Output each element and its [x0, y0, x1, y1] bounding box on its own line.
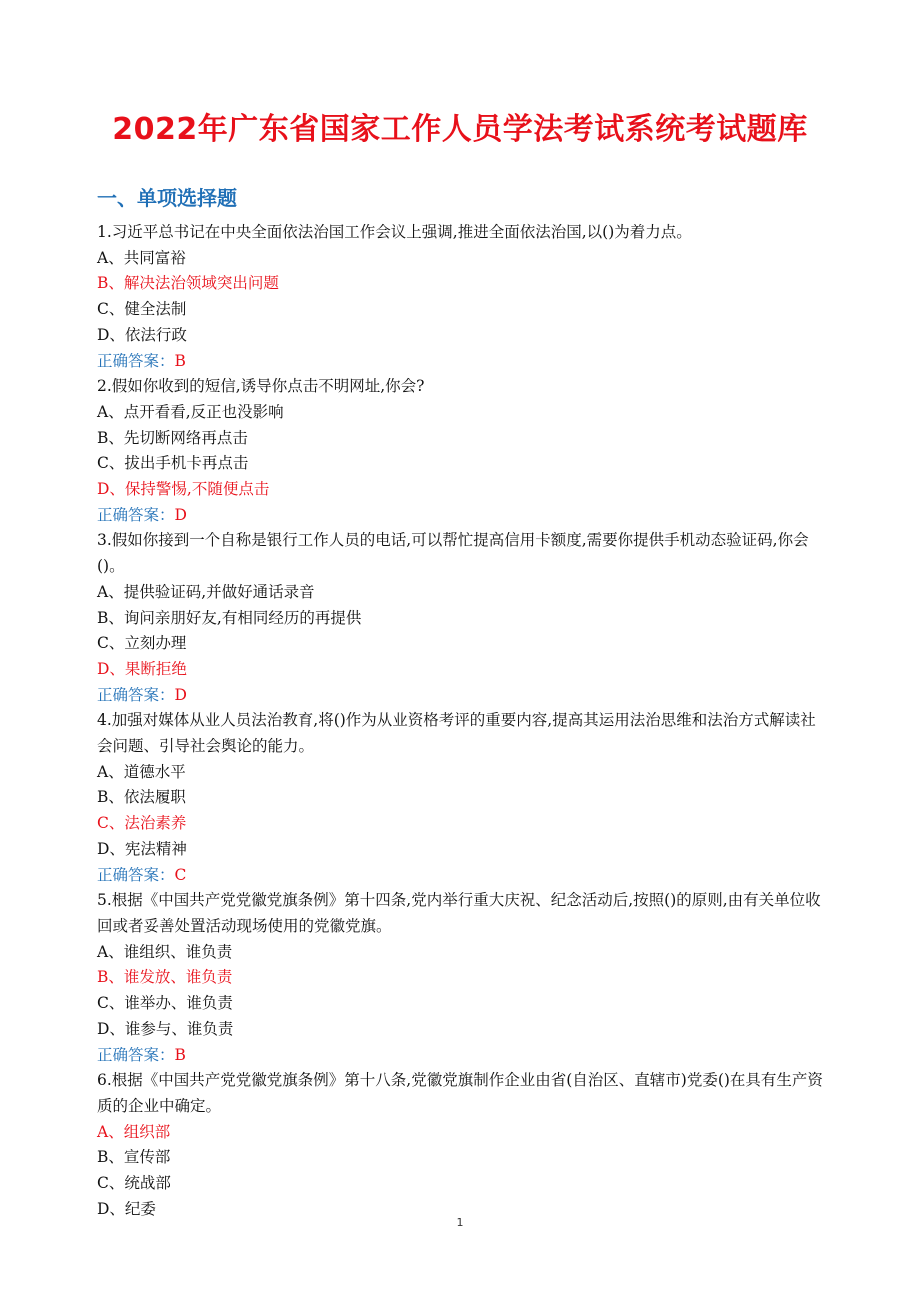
answer-letter: D [174, 685, 187, 704]
option-d: D、宪法精神 [97, 839, 187, 858]
answer-label: 正确答案： [97, 865, 175, 884]
option-d: D、纪委 [97, 1199, 156, 1218]
question-1 [97, 220, 827, 374]
answer-label: 正确答案： [97, 505, 175, 524]
option-a: A、点开看看,反正也没影响 [97, 402, 284, 421]
question-text: 3.假如你接到一个自称是银行工作人员的电话,可以帮忙提高信用卡额度,需要你提供手机动态验证码,你会()。 [97, 531, 809, 576]
question-6 [97, 1068, 827, 1222]
option-list [97, 580, 827, 683]
correct-answer [97, 349, 827, 375]
option-b: B、询问亲朋好友,有相同经历的再提供 [97, 608, 362, 627]
option-c: C、拔出手机卡再点击 [97, 454, 249, 473]
option-b: B、宣传部 [97, 1148, 171, 1167]
question-text: 1.习近平总书记在中央全面依法治国工作会议上强调,推进全面依法治国,以()为着力点。 [97, 223, 692, 241]
option-a: A、道德水平 [97, 762, 186, 781]
page-number: 1 [456, 1216, 464, 1229]
option-b: B、先切断网络再点击 [97, 428, 248, 447]
option-a: A、提供验证码,并做好通话录音 [97, 582, 315, 601]
option-list [97, 760, 827, 863]
question-text: 6.根据《中国共产党党徽党旗条例》第十八条,党徽党旗制作企业由省(自治区、直辖市)党委()在具有生产资质的企业中确定。 [97, 1071, 823, 1115]
option-b-correct: B、解决法治领域突出问题 [97, 274, 279, 293]
option-d-correct: D、果断拒绝 [97, 659, 187, 678]
option-c-correct: C、法治素养 [97, 814, 187, 833]
option-a: A、共同富裕 [97, 248, 186, 267]
answer-letter: C [174, 865, 187, 884]
question-4 [97, 708, 827, 888]
option-d: D、谁参与、谁负责 [97, 1019, 234, 1038]
option-list [97, 940, 827, 1043]
question-2 [97, 374, 827, 528]
correct-answer [97, 1043, 827, 1069]
answer-letter: B [174, 1045, 186, 1064]
option-list [97, 400, 827, 503]
question-text: 5.根据《中国共产党党徽党旗条例》第十四条,党内举行重大庆祝、纪念活动后,按照()的原则,由有关单位收回或者妥善处置活动现场使用的党徽党旗。 [97, 891, 821, 935]
correct-answer [97, 863, 827, 889]
question-list [97, 220, 827, 1222]
answer-label: 正确答案： [97, 685, 175, 704]
option-c: C、立刻办理 [97, 634, 187, 653]
question-text: 4.加强对媒体从业人员法治教育,将()作为从业资格考评的重要内容,提高其运用法治思维和法治方式解读社会问题、引导社会舆论的能力。 [97, 711, 816, 756]
option-d: D、依法行政 [97, 325, 187, 344]
option-c: C、谁举办、谁负责 [97, 994, 233, 1013]
option-list [97, 1120, 827, 1223]
section-heading: 一、单项选择题 [97, 186, 237, 210]
answer-letter: B [174, 351, 186, 370]
option-b: B、依法履职 [97, 788, 186, 807]
question-5 [97, 888, 827, 1068]
option-c: C、统战部 [97, 1174, 171, 1193]
correct-answer [97, 503, 827, 529]
question-3 [97, 528, 827, 708]
question-text: 2.假如你收到的短信,诱导你点击不明网址,你会? [97, 377, 425, 396]
option-c: C、健全法制 [97, 300, 187, 319]
correct-answer [97, 683, 827, 709]
document-title: 2022年广东省国家工作人员学法考试系统考试题库 [112, 112, 808, 147]
option-a-correct: A、组织部 [97, 1122, 171, 1141]
option-a: A、谁组织、谁负责 [97, 942, 233, 961]
option-list [97, 246, 827, 349]
answer-label: 正确答案： [97, 1045, 175, 1064]
option-b-correct: B、谁发放、谁负责 [97, 968, 233, 987]
answer-letter: D [174, 505, 187, 524]
answer-label: 正确答案： [97, 351, 175, 370]
option-d-correct: D、保持警惕,不随便点击 [97, 480, 270, 499]
